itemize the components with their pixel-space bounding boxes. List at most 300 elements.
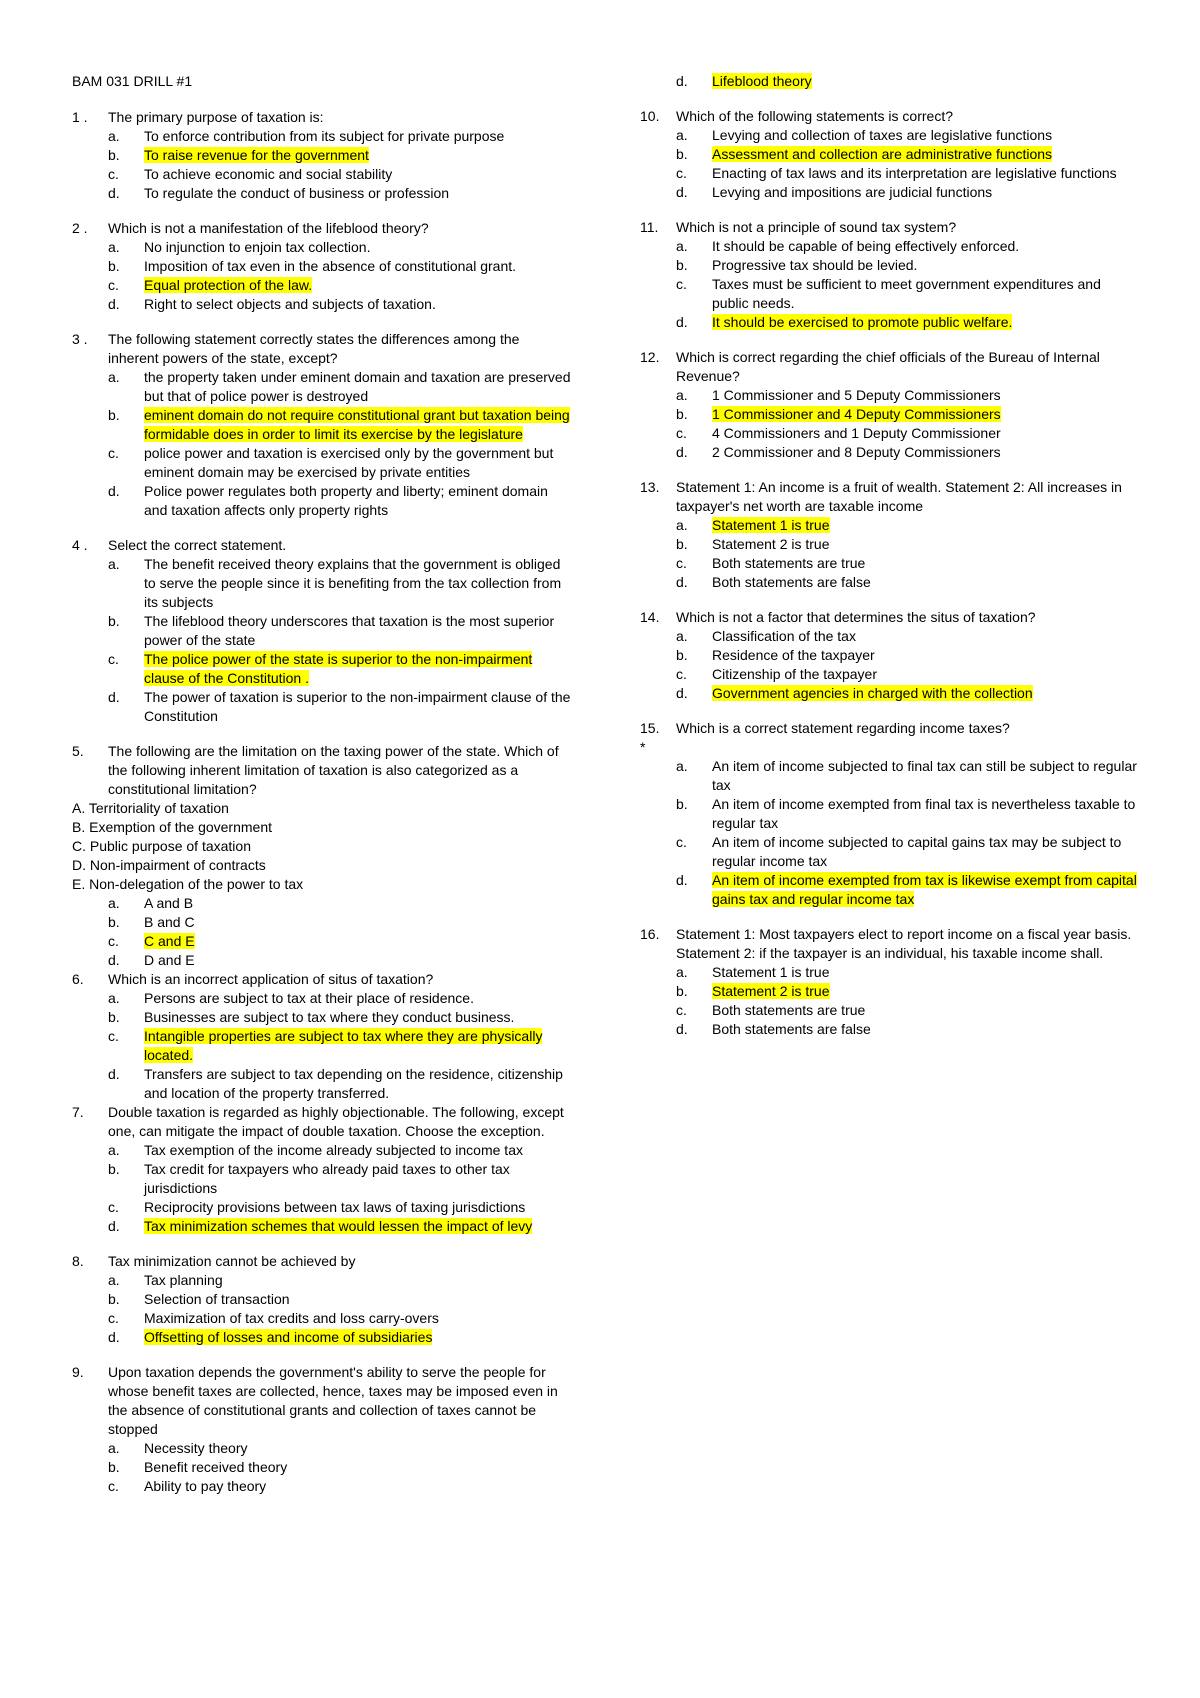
option-label: Classification of the tax [712,628,856,644]
option-label: An item of income subjected to capital gains tax may be subject to regular income tax [712,834,1122,869]
option-letter: b. [108,1009,120,1025]
option-letter: c. [108,1478,119,1494]
option-text [144,932,572,951]
option-text [144,688,572,726]
option-label: Enacting of tax laws and its interpretation are legislative functions [712,165,1117,181]
option-letter: a. [676,628,688,644]
option-text [712,275,1140,313]
answer-option [72,1008,572,1027]
question-block [72,108,572,203]
answer-option [72,184,572,203]
option-letter: a. [676,387,688,403]
answer-option [72,894,572,913]
option-letter: b. [676,406,688,422]
option-letter: a. [108,1272,120,1288]
option-label: Right to select objects and subjects of taxation. [144,296,436,312]
option-letter: b. [676,983,688,999]
question-row [72,330,572,368]
option-letter: a. [108,556,120,572]
option-text [144,913,572,932]
question-row [72,108,572,127]
option-label: Both statements are true [712,555,866,571]
option-text [144,127,572,146]
answer-option [72,1217,572,1236]
option-letter: c. [108,651,119,667]
option-letter: b. [676,647,688,663]
right-column [640,72,1140,1055]
option-letter: a. [108,990,120,1006]
option-letter: c. [108,166,119,182]
option-text [712,313,1140,332]
highlighted-answer: Tax minimization schemes that would lessen the impact of levy [144,1218,533,1234]
option-label: No injunction to enjoin tax collection. [144,239,371,255]
highlighted-answer: An item of income exempted from tax is likewise exempt from capital gains tax and regular income tax [712,872,1137,907]
option-text [144,1027,572,1065]
highlighted-answer: 1 Commissioner and 4 Deputy Commissioners [712,406,1001,422]
question-text: The following are the limitation on the taxing power of the state. Which of the following inherent limitation of taxation is also categorized as a constitutional limitation? [108,743,559,797]
question-block [640,72,1140,91]
option-label: Levying and collection of taxes are legislative functions [712,127,1053,143]
option-text [144,368,572,406]
option-label: Statement 1 is true [712,964,830,980]
option-label: A and B [144,895,194,911]
option-letter: b. [108,1459,120,1475]
option-text [712,871,1140,909]
option-letter: a. [108,128,120,144]
option-letter: c. [676,165,687,181]
highlighted-answer: Assessment and collection are administrative functions [712,146,1053,162]
option-label: To regulate the conduct of business or profession [144,185,450,201]
option-letter: b. [108,613,120,629]
option-text [144,1328,572,1347]
answer-option [72,1027,572,1065]
option-text [144,1309,572,1328]
option-letter: d. [676,444,688,460]
option-letter: c. [676,555,687,571]
answer-option [72,932,572,951]
answer-option [640,145,1140,164]
answer-option [640,871,1140,909]
highlighted-answer: Lifeblood theory [712,73,812,89]
question-text: Tax minimization cannot be achieved by [108,1253,356,1269]
answer-option [640,256,1140,275]
option-label: Both statements are true [712,1002,866,1018]
option-letter: a. [676,758,688,774]
answer-option [72,989,572,1008]
option-text [144,1065,572,1103]
option-label: Maximization of tax credits and loss carry-overs [144,1310,439,1326]
option-letter: a. [108,369,120,385]
limitation-item: E. Non-delegation of the power to tax [72,876,304,892]
question-row [72,219,572,238]
highlighted-answer: Government agencies in charged with the collection [712,685,1033,701]
answer-option [640,795,1140,833]
option-text [144,1141,572,1160]
answer-option [72,482,572,520]
answer-option [72,913,572,932]
question-block [72,330,572,520]
option-letter: c. [676,834,687,850]
option-text [144,650,572,688]
question-text: Upon taxation depends the government's ability to serve the people for whose benefit taxes are collected, hence, taxes may be imposed even in the absence of constitutional grants and collection of taxes cannot be stopped [108,1364,558,1437]
option-letter: d. [676,73,688,89]
option-letter: c. [108,1199,119,1215]
answer-option [72,1141,572,1160]
answer-option [640,646,1140,665]
option-text [712,405,1140,424]
option-text [712,684,1140,703]
option-text [712,1020,1140,1039]
option-text [144,238,572,257]
limitation-item: A. Territoriality of taxation [72,800,229,816]
question-number: 12. [640,349,660,365]
option-letter: a. [676,238,688,254]
question-number: 15. [640,720,660,736]
option-text [712,554,1140,573]
question-block [72,1252,572,1347]
question-number: 6. [72,971,84,987]
question-row [640,218,1140,237]
option-letter: c. [108,1310,119,1326]
option-letter: d. [108,952,120,968]
option-text [144,146,572,165]
option-label: An item of income exempted from final tax is nevertheless taxable to regular tax [712,796,1136,831]
option-label: To enforce contribution from its subject for private purpose [144,128,505,144]
option-letter: d. [108,1066,120,1082]
answer-option [640,424,1140,443]
answer-option [640,1001,1140,1020]
answer-option [640,313,1140,332]
answer-option [640,1020,1140,1039]
answer-option [640,237,1140,256]
answer-option [72,165,572,184]
option-letter: a. [108,1142,120,1158]
question-number: 11. [640,219,659,235]
question-text: Select the correct statement. [108,537,287,553]
option-label: Reciprocity provisions between tax laws of taxing jurisdictions [144,1199,526,1215]
answer-option [640,833,1140,871]
option-label: police power and taxation is exercised only by the government but eminent domain may be exercised by private entities [144,445,554,480]
option-text [144,612,572,650]
highlighted-answer: C and E [144,933,195,949]
option-text [144,276,572,295]
highlighted-answer: Statement 1 is true [712,517,830,533]
option-letter: d. [108,689,120,705]
option-label: B and C [144,914,195,930]
highlighted-answer: To raise revenue for the government [144,147,369,163]
option-text [712,646,1140,665]
option-label: Transfers are subject to tax depending on the residence, citizenship and location of the property transferred. [144,1066,563,1101]
option-label: Levying and impositions are judicial functions [712,184,993,200]
answer-option [640,443,1140,462]
question-text: Which is correct regarding the chief officials of the Bureau of Internal Revenue? [676,349,1100,384]
option-text [712,145,1140,164]
answer-option [640,164,1140,183]
answer-option [640,126,1140,145]
option-letter: d. [108,185,120,201]
option-text [712,424,1140,443]
question-block [72,742,572,970]
option-label: Citizenship of the taxpayer [712,666,877,682]
answer-option [72,1271,572,1290]
answer-option [640,183,1140,202]
question-text: Which of the following statements is correct? [676,108,954,124]
question-row [640,348,1140,386]
option-text [144,1008,572,1027]
answer-option [72,1290,572,1309]
option-text [712,237,1140,256]
question-number: 5. [72,743,84,759]
document-title: BAM 031 DRILL #1 [72,73,193,89]
option-text [712,833,1140,871]
answer-option [72,368,572,406]
option-text [144,257,572,276]
question-number: 10. [640,108,660,124]
option-letter: b. [676,796,688,812]
question-number: 16. [640,926,660,942]
option-text [712,963,1140,982]
question-text: Statement 1: An income is a fruit of wealth. Statement 2: All increases in taxpayer's net worth are taxable income [676,479,1122,514]
option-text [712,126,1140,145]
option-text [144,1271,572,1290]
option-text [712,516,1140,535]
question-text: Double taxation is regarded as highly objectionable. The following, except one, can mitigate the impact of double taxation. Choose the exception. [108,1104,564,1139]
option-label: Necessity theory [144,1440,248,1456]
option-text [144,1290,572,1309]
option-label: Imposition of tax even in the absence of constitutional grant. [144,258,517,274]
option-text [712,757,1140,795]
option-label: Taxes must be sufficient to meet government expenditures and public needs. [712,276,1101,311]
option-letter: d. [676,1021,688,1037]
limitation-item: B. Exemption of the government [72,819,272,835]
option-label: Residence of the taxpayer [712,647,875,663]
answer-option [72,951,572,970]
answer-option [640,275,1140,313]
option-letter: b. [108,914,120,930]
option-label: Tax credit for taxpayers who already paid taxes to other tax jurisdictions [144,1161,510,1196]
highlighted-answer: eminent domain do not require constitutional grant but taxation being formidable does in order to limit its exercise by the legislature [144,407,570,442]
question-block [640,608,1140,703]
option-letter: a. [108,239,120,255]
answer-option [640,405,1140,424]
option-label: The benefit received theory explains that the government is obliged to serve the people since it is benefiting from the tax collection from its subjects [144,556,562,610]
question-row [640,925,1140,963]
question-block [640,719,1140,909]
option-text [712,72,1140,91]
answer-option [72,650,572,688]
option-letter: d. [676,872,688,888]
question-block [640,478,1140,592]
option-label: Progressive tax should be levied. [712,257,918,273]
option-letter: c. [676,276,687,292]
question-block [640,107,1140,202]
answer-option [640,516,1140,535]
option-label: An item of income subjected to final tax can still be subject to regular tax [712,758,1137,793]
option-letter: d. [108,296,120,312]
answer-option [640,684,1140,703]
question-number: 2 . [72,220,88,236]
answer-option [640,535,1140,554]
answer-option [72,1458,572,1477]
option-text [712,183,1140,202]
option-letter: d. [108,1329,120,1345]
option-text [144,951,572,970]
answer-option [72,612,572,650]
option-text [144,1458,572,1477]
answer-option [72,295,572,314]
option-letter: b. [108,1161,120,1177]
highlighted-answer: Equal protection of the law. [144,277,313,293]
option-text [144,989,572,1008]
option-letter: d. [108,483,120,499]
option-letter: a. [108,895,120,911]
option-text [712,982,1140,1001]
option-text [144,406,572,444]
answer-option [72,1309,572,1328]
option-letter: a. [676,964,688,980]
question-number: 4 . [72,537,88,553]
answer-option [640,386,1140,405]
option-label: It should be capable of being effectively enforced. [712,238,1020,254]
option-label: the property taken under eminent domain and taxation are preserved but that of police power is destroyed [144,369,571,404]
answer-option [640,627,1140,646]
option-text [144,1439,572,1458]
option-text [144,184,572,203]
option-label: Ability to pay theory [144,1478,267,1494]
question-row [72,1252,572,1271]
answer-option [72,444,572,482]
option-label: The lifeblood theory underscores that taxation is the most superior power of the state [144,613,555,648]
question-row [72,1363,572,1439]
option-letter: b. [108,147,120,163]
answer-option [72,688,572,726]
left-column [72,72,572,1512]
question-row [72,536,572,555]
asterisk-marker: * [640,739,646,755]
option-label: Businesses are subject to tax where they conduct business. [144,1009,515,1025]
question-block [72,536,572,726]
option-letter: c. [108,1028,119,1044]
option-label: The power of taxation is superior to the non-impairment clause of the Constitution [144,689,571,724]
option-letter: c. [108,445,119,461]
option-text [712,573,1140,592]
option-letter: c. [108,277,119,293]
question-row [640,719,1140,738]
option-label: To achieve economic and social stability [144,166,393,182]
question-number: 8. [72,1253,84,1269]
option-letter: b. [676,536,688,552]
highlighted-answer: Intangible properties are subject to tax where they are physically located. [144,1028,543,1063]
question-text: Which is a correct statement regarding income taxes? [676,720,1010,736]
question-number: 9. [72,1364,84,1380]
option-text [144,1198,572,1217]
question-row [72,742,572,799]
option-text [712,386,1140,405]
option-label: Benefit received theory [144,1459,288,1475]
question-block [72,970,572,1103]
option-label: Persons are subject to tax at their place of residence. [144,990,474,1006]
option-letter: b. [676,257,688,273]
option-text [144,482,572,520]
question-text: Which is an incorrect application of situs of taxation? [108,971,434,987]
option-text [712,535,1140,554]
option-label: 1 Commissioner and 5 Deputy Commissioners [712,387,1001,403]
answer-option [640,665,1140,684]
question-row [72,1103,572,1141]
answer-option [72,257,572,276]
option-letter: b. [108,258,120,274]
question-row [640,107,1140,126]
answer-option [72,146,572,165]
question-number: 7. [72,1104,84,1120]
option-letter: a. [108,1440,120,1456]
option-text [712,665,1140,684]
option-label: Both statements are false [712,574,871,590]
option-letter: b. [676,146,688,162]
highlighted-answer: The police power of the state is superior to the non-impairment clause of the Constitution . [144,651,533,686]
option-letter: c. [676,1002,687,1018]
question-number: 14. [640,609,660,625]
answer-option [72,1328,572,1347]
option-letter: b. [108,1291,120,1307]
answer-option [72,238,572,257]
option-letter: d. [108,1218,120,1234]
option-label: Selection of transaction [144,1291,290,1307]
answer-option [72,1477,572,1496]
option-letter: b. [108,407,120,423]
question-text: Which is not a manifestation of the lifeblood theory? [108,220,429,236]
limitation-item: D. Non-impairment of contracts [72,857,266,873]
option-text [712,1001,1140,1020]
question-text: The primary purpose of taxation is: [108,109,324,125]
question-text: Which is not a factor that determines the situs of taxation? [676,609,1036,625]
highlighted-answer: Statement 2 is true [712,983,830,999]
option-text [712,164,1140,183]
answer-option [640,72,1140,91]
option-letter: c. [676,666,687,682]
question-text: The following statement correctly states the differences among the inherent powers of the state, except? [108,331,520,366]
answer-option [72,1198,572,1217]
option-text [144,1477,572,1496]
option-text [712,256,1140,275]
option-letter: a. [676,517,688,533]
question-block [640,218,1140,332]
option-text [144,894,572,913]
answer-option [72,406,572,444]
question-number: 3 . [72,331,88,347]
option-text [144,1160,572,1198]
option-text [712,627,1140,646]
answer-option [72,555,572,612]
limitation-item: C. Public purpose of taxation [72,838,251,854]
option-label: Both statements are false [712,1021,871,1037]
question-number: 1 . [72,109,88,125]
answer-option [72,1439,572,1458]
answer-option [640,963,1140,982]
question-row [72,970,572,989]
answer-option [640,757,1140,795]
option-text [144,165,572,184]
option-letter: c. [676,425,687,441]
option-letter: d. [676,685,688,701]
question-row [640,608,1140,627]
question-block [72,1363,572,1496]
question-text: Which is not a principle of sound tax system? [676,219,957,235]
question-block [640,348,1140,462]
option-label: D and E [144,952,195,968]
option-label: Tax exemption of the income already subjected to income tax [144,1142,523,1158]
option-text [144,295,572,314]
